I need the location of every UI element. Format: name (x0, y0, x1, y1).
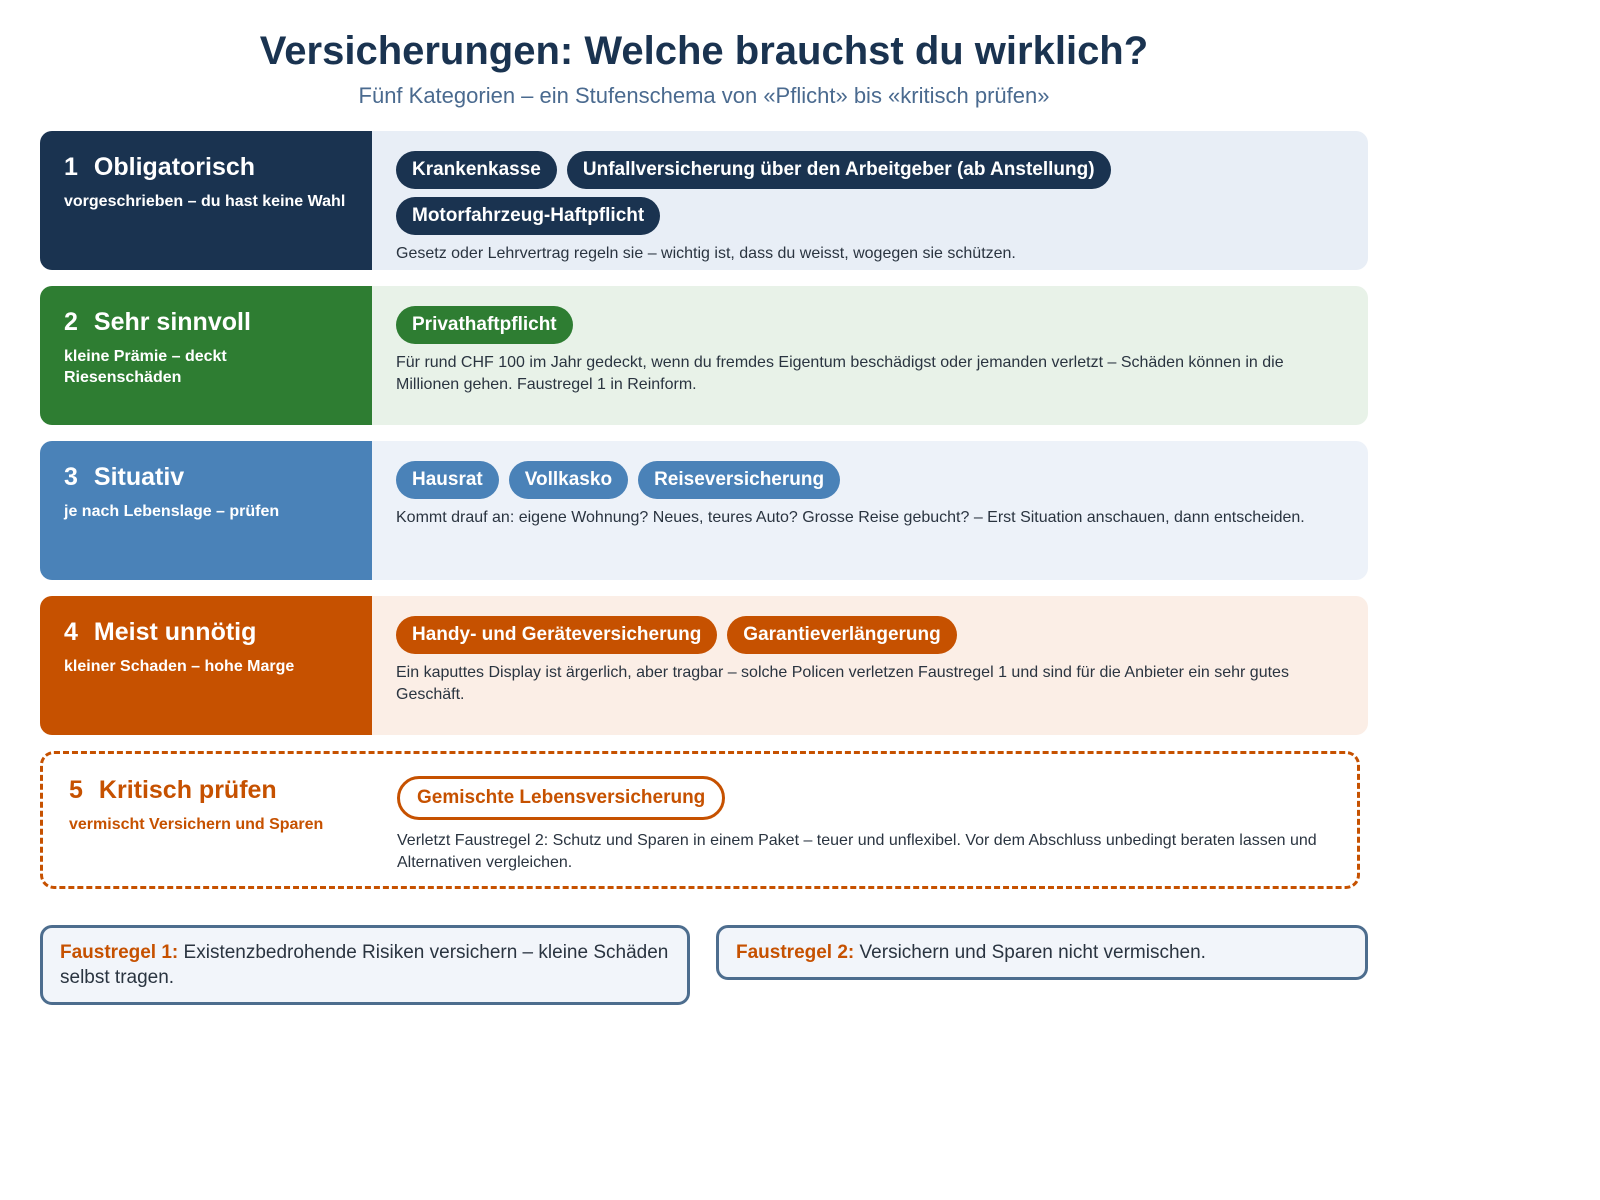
tier-body (375, 754, 1357, 886)
tier-description: Gesetz oder Lehrvertrag regeln sie – wichtig ist, dass du weisst, wogegen sie schützen. (396, 245, 1016, 262)
tier-subtitle: vermischt Versichern und Sparen (69, 816, 324, 833)
tier-card-3 (40, 441, 1368, 580)
tier-title (69, 774, 351, 806)
chip-list (396, 461, 1348, 499)
rule-label: Faustregel 2: (736, 942, 855, 963)
tier-description: Kommt drauf an: eigene Wohnung? Neues, teures Auto? Grosse Reise gebucht? – Erst Situation anschauen, dann entscheiden. (396, 509, 1305, 526)
tier-name: Situativ (93, 463, 185, 491)
tier-name: Obligatorisch (93, 153, 256, 181)
tier-title (64, 461, 348, 493)
tier-description: Für rund CHF 100 im Jahr gedeckt, wenn du fremdes Eigentum beschädigst oder jemanden verletzt – Schäden können in die Millionen gehen. Faustregel 1 in Reinform. (396, 354, 1284, 393)
tier-title (64, 306, 348, 338)
tier-number: 1 (64, 153, 78, 181)
insurance-chip: Reiseversicherung (638, 461, 840, 499)
tier-name: Meist unnötig (93, 618, 257, 646)
tier-body (372, 286, 1368, 425)
tier-name: Kritisch prüfen (98, 776, 277, 804)
page-title: Versicherungen: Welche brauchst du wirklich? (259, 29, 1149, 73)
tier-title (64, 151, 348, 183)
tier-name: Sehr sinnvoll (93, 308, 251, 336)
chip-list (396, 306, 1348, 344)
tier-header (40, 131, 372, 270)
tier-subtitle: je nach Lebenslage – prüfen (64, 503, 280, 520)
tier-card-5 (40, 751, 1360, 889)
tier-subtitle: vorgeschrieben – du hast keine Wahl (64, 193, 346, 210)
insurance-chip: Gemischte Lebensversicherung (397, 776, 725, 820)
rule-label: Faustregel 1: (60, 942, 179, 963)
tier-card-1 (40, 131, 1368, 270)
insurance-chip: Privathaftpflicht (396, 306, 573, 344)
tier-title (64, 616, 348, 648)
tier-description: Verletzt Faustregel 2: Schutz und Sparen in einem Paket – teuer und unflexibel. Vor dem Abschluss unbedingt beraten lassen und Alternativen vergleichen. (397, 832, 1317, 871)
tier-header (40, 286, 372, 425)
tier-body (372, 131, 1368, 270)
tier-body (372, 441, 1368, 580)
insurance-chip: Vollkasko (509, 461, 628, 499)
tier-number: 3 (64, 463, 78, 491)
page-subtitle: Fünf Kategorien – ein Stufenschema von «Pflicht» bis «kritisch prüfen» (358, 83, 1050, 108)
insurance-chip: Hausrat (396, 461, 499, 499)
tier-card-4 (40, 596, 1368, 735)
tier-header (40, 441, 372, 580)
insurance-chip: Handy- und Geräteversicherung (396, 616, 717, 654)
insurance-chip: Motorfahrzeug-Haftpflicht (396, 197, 660, 235)
rule-text: Existenzbedrohende Risiken versichern – kleine Schäden selbst tragen. (60, 942, 669, 988)
insurance-chip: Garantieverlängerung (727, 616, 956, 654)
insurance-chip: Krankenkasse (396, 151, 557, 189)
tier-number: 2 (64, 308, 78, 336)
tier-subtitle: kleine Prämie – deckt Riesenschäden (64, 348, 227, 386)
tier-number: 4 (64, 618, 78, 646)
tier-description: Ein kaputtes Display ist ärgerlich, aber tragbar – solche Policen verletzen Faustregel 1 und sind für die Anbieter ein sehr gutes Geschäft. (396, 664, 1289, 703)
tier-subtitle: kleiner Schaden – hohe Marge (64, 658, 295, 675)
rule-text: Versichern und Sparen nicht vermischen. (859, 942, 1206, 963)
rule-of-thumb-box (40, 925, 690, 1005)
tier-card-2 (40, 286, 1368, 425)
chip-list (397, 776, 1351, 820)
insurance-chip: Unfallversicherung über den Arbeitgeber (ab Anstellung) (567, 151, 1111, 189)
chip-list (396, 151, 1348, 235)
tier-number: 5 (69, 776, 83, 804)
chip-list (396, 616, 1348, 654)
tier-header (40, 596, 372, 735)
tier-body (372, 596, 1368, 735)
tier-header (43, 754, 375, 886)
rule-of-thumb-box (716, 925, 1368, 980)
